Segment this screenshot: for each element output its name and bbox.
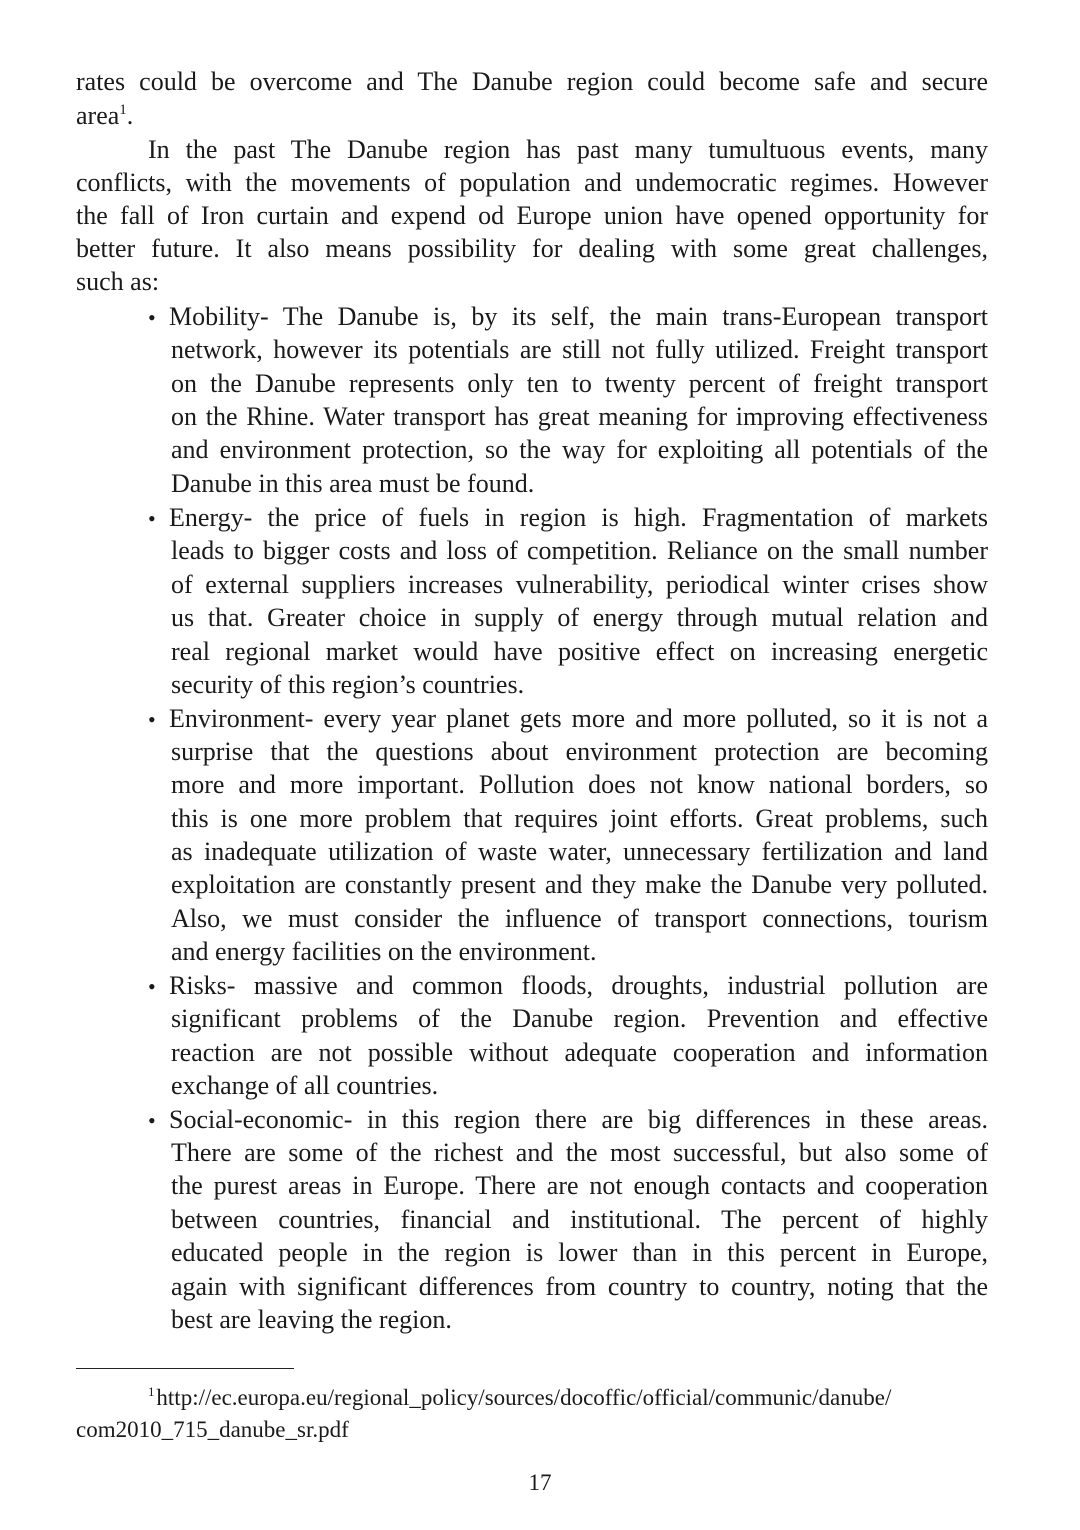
paragraph-line: such as: [76, 267, 160, 296]
bullet-icon: • [148, 305, 156, 330]
bullet-line: of external suppliers increases vulnerability, periodical winter crises show [171, 570, 988, 599]
page-number: 17 [528, 1470, 552, 1495]
bullet-line: real regional market would have positive effect on increasing energetic [171, 637, 988, 666]
paragraph-line: In the past The Danube region has past many tumultuous events, many [148, 135, 988, 164]
bullet-line: Risks- massive and common floods, droughts, industrial pollution are [169, 971, 988, 1000]
bullet-icon: • [148, 974, 156, 999]
bullet-line: this is one more problem that requires joint efforts. Great problems, such [171, 804, 988, 833]
bullet-line: reaction are not possible without adequate cooperation and information [171, 1038, 988, 1067]
footnote-url-continuation[interactable]: com2010_715_danube_sr.pdf [76, 1417, 349, 1442]
bullet-line: Social-economic- in this region there are big differences in these areas. [169, 1105, 988, 1134]
bullet-line: on the Rhine. Water transport has great meaning for improving effectiveness [171, 402, 988, 431]
bullet-line: network, however its potentials are still not fully utilized. Freight transport [171, 335, 988, 364]
bullet-line: exploitation are constantly present and they make the Danube very polluted. [171, 870, 988, 899]
bullet-line: between countries, financial and institutional. The percent of highly [171, 1205, 988, 1234]
bullet-line: Mobility- The Danube is, by its self, the main trans-European transport [169, 302, 988, 331]
paragraph-line: the fall of Iron curtain and expend od Europe union have opened opportunity for [76, 201, 988, 230]
footnote-reference[interactable]: 1 [119, 102, 127, 118]
bullet-line: and energy facilities on the environment. [171, 937, 597, 966]
bullet-line: There are some of the richest and the most successful, but also some of [171, 1138, 988, 1167]
footnote-marker: 1 [148, 1384, 155, 1399]
bullet-line: exchange of all countries. [171, 1071, 439, 1100]
bullet-line: as inadequate utilization of waste water, unnecessary fertilization and land [171, 837, 988, 866]
paragraph-line: better future. It also means possibility for dealing with some great challenges, [76, 234, 988, 263]
bullet-line: best are leaving the region. [171, 1305, 452, 1334]
bullet-icon: • [148, 1108, 156, 1133]
bullet-line: the purest areas in Europe. There are not enough contacts and cooperation [171, 1171, 988, 1200]
bullet-line: us that. Greater choice in supply of energy through mutual relation and [171, 603, 988, 632]
intro-period: . [126, 101, 134, 130]
bullet-line: educated people in the region is lower than in this percent in Europe, [171, 1238, 988, 1267]
bullet-line: Also, we must consider the influence of transport connections, tourism [171, 904, 988, 933]
bullet-line: security of this region’s countries. [171, 670, 525, 699]
intro-text: area [76, 101, 120, 130]
bullet-line: significant problems of the Danube region. Prevention and effective [171, 1004, 988, 1033]
bullet-line: leads to bigger costs and loss of competition. Reliance on the small number [171, 536, 988, 565]
intro-line: rates could be overcome and The Danube region could become safe and secure [76, 67, 988, 96]
bullet-line: again with significant differences from country to country, noting that the [171, 1272, 988, 1301]
bullet-line: more and more important. Pollution does not know national borders, so [171, 770, 988, 799]
paragraph-line: conflicts, with the movements of population and undemocratic regimes. However [76, 168, 988, 197]
bullet-icon: • [148, 707, 156, 732]
bullet-line: Energy- the price of fuels in region is high. Fragmentation of markets [169, 503, 988, 532]
bullet-line: and environment protection, so the way for exploiting all potentials of the [171, 435, 988, 464]
bullet-line: surprise that the questions about environment protection are becoming [171, 737, 988, 766]
bullet-line: Environment- every year planet gets more and more polluted, so it is not a [169, 704, 988, 733]
bullet-line: on the Danube represents only ten to twenty percent of freight transport [171, 369, 988, 398]
footnote-separator [76, 1368, 294, 1369]
bullet-line: Danube in this area must be found. [171, 469, 535, 498]
bullet-icon: • [148, 506, 156, 531]
footnote-url[interactable]: http://ec.europa.eu/regional_policy/sources/docoffic/official/communic/danube/ [156, 1385, 892, 1410]
intro-line-with-footnote [76, 99, 988, 132]
